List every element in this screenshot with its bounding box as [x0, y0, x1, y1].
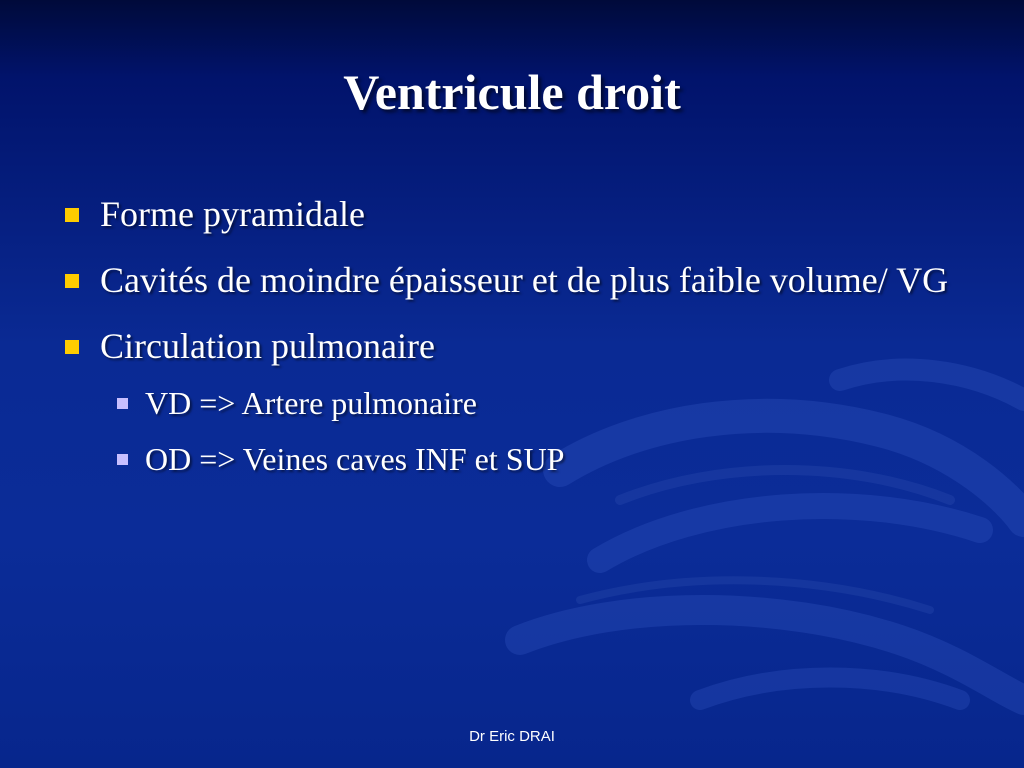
square-bullet-icon	[65, 340, 79, 354]
bullet-text: Forme pyramidale	[100, 194, 365, 234]
small-square-bullet-icon	[117, 398, 128, 409]
slide-title: Ventricule droit	[343, 64, 681, 120]
sub-bullet-item	[115, 379, 960, 427]
bullet-item	[60, 319, 960, 373]
bullet-text: Circulation pulmonaire	[100, 326, 435, 366]
square-bullet-icon	[65, 274, 79, 288]
bullet-item	[60, 187, 960, 241]
square-bullet-icon	[65, 208, 79, 222]
sub-bullet-text: VD => Artere pulmonaire	[145, 385, 477, 421]
slide-footer: Dr Eric DRAI	[469, 728, 555, 745]
small-square-bullet-icon	[117, 454, 128, 465]
bullet-item	[60, 253, 960, 307]
slide-content	[60, 187, 960, 483]
sub-bullet-text: OD => Veines caves INF et SUP	[145, 441, 565, 477]
bullet-text: Cavités de moindre épaisseur et de plus faible volume/ VG	[100, 260, 949, 300]
sub-bullet-item	[115, 435, 960, 483]
